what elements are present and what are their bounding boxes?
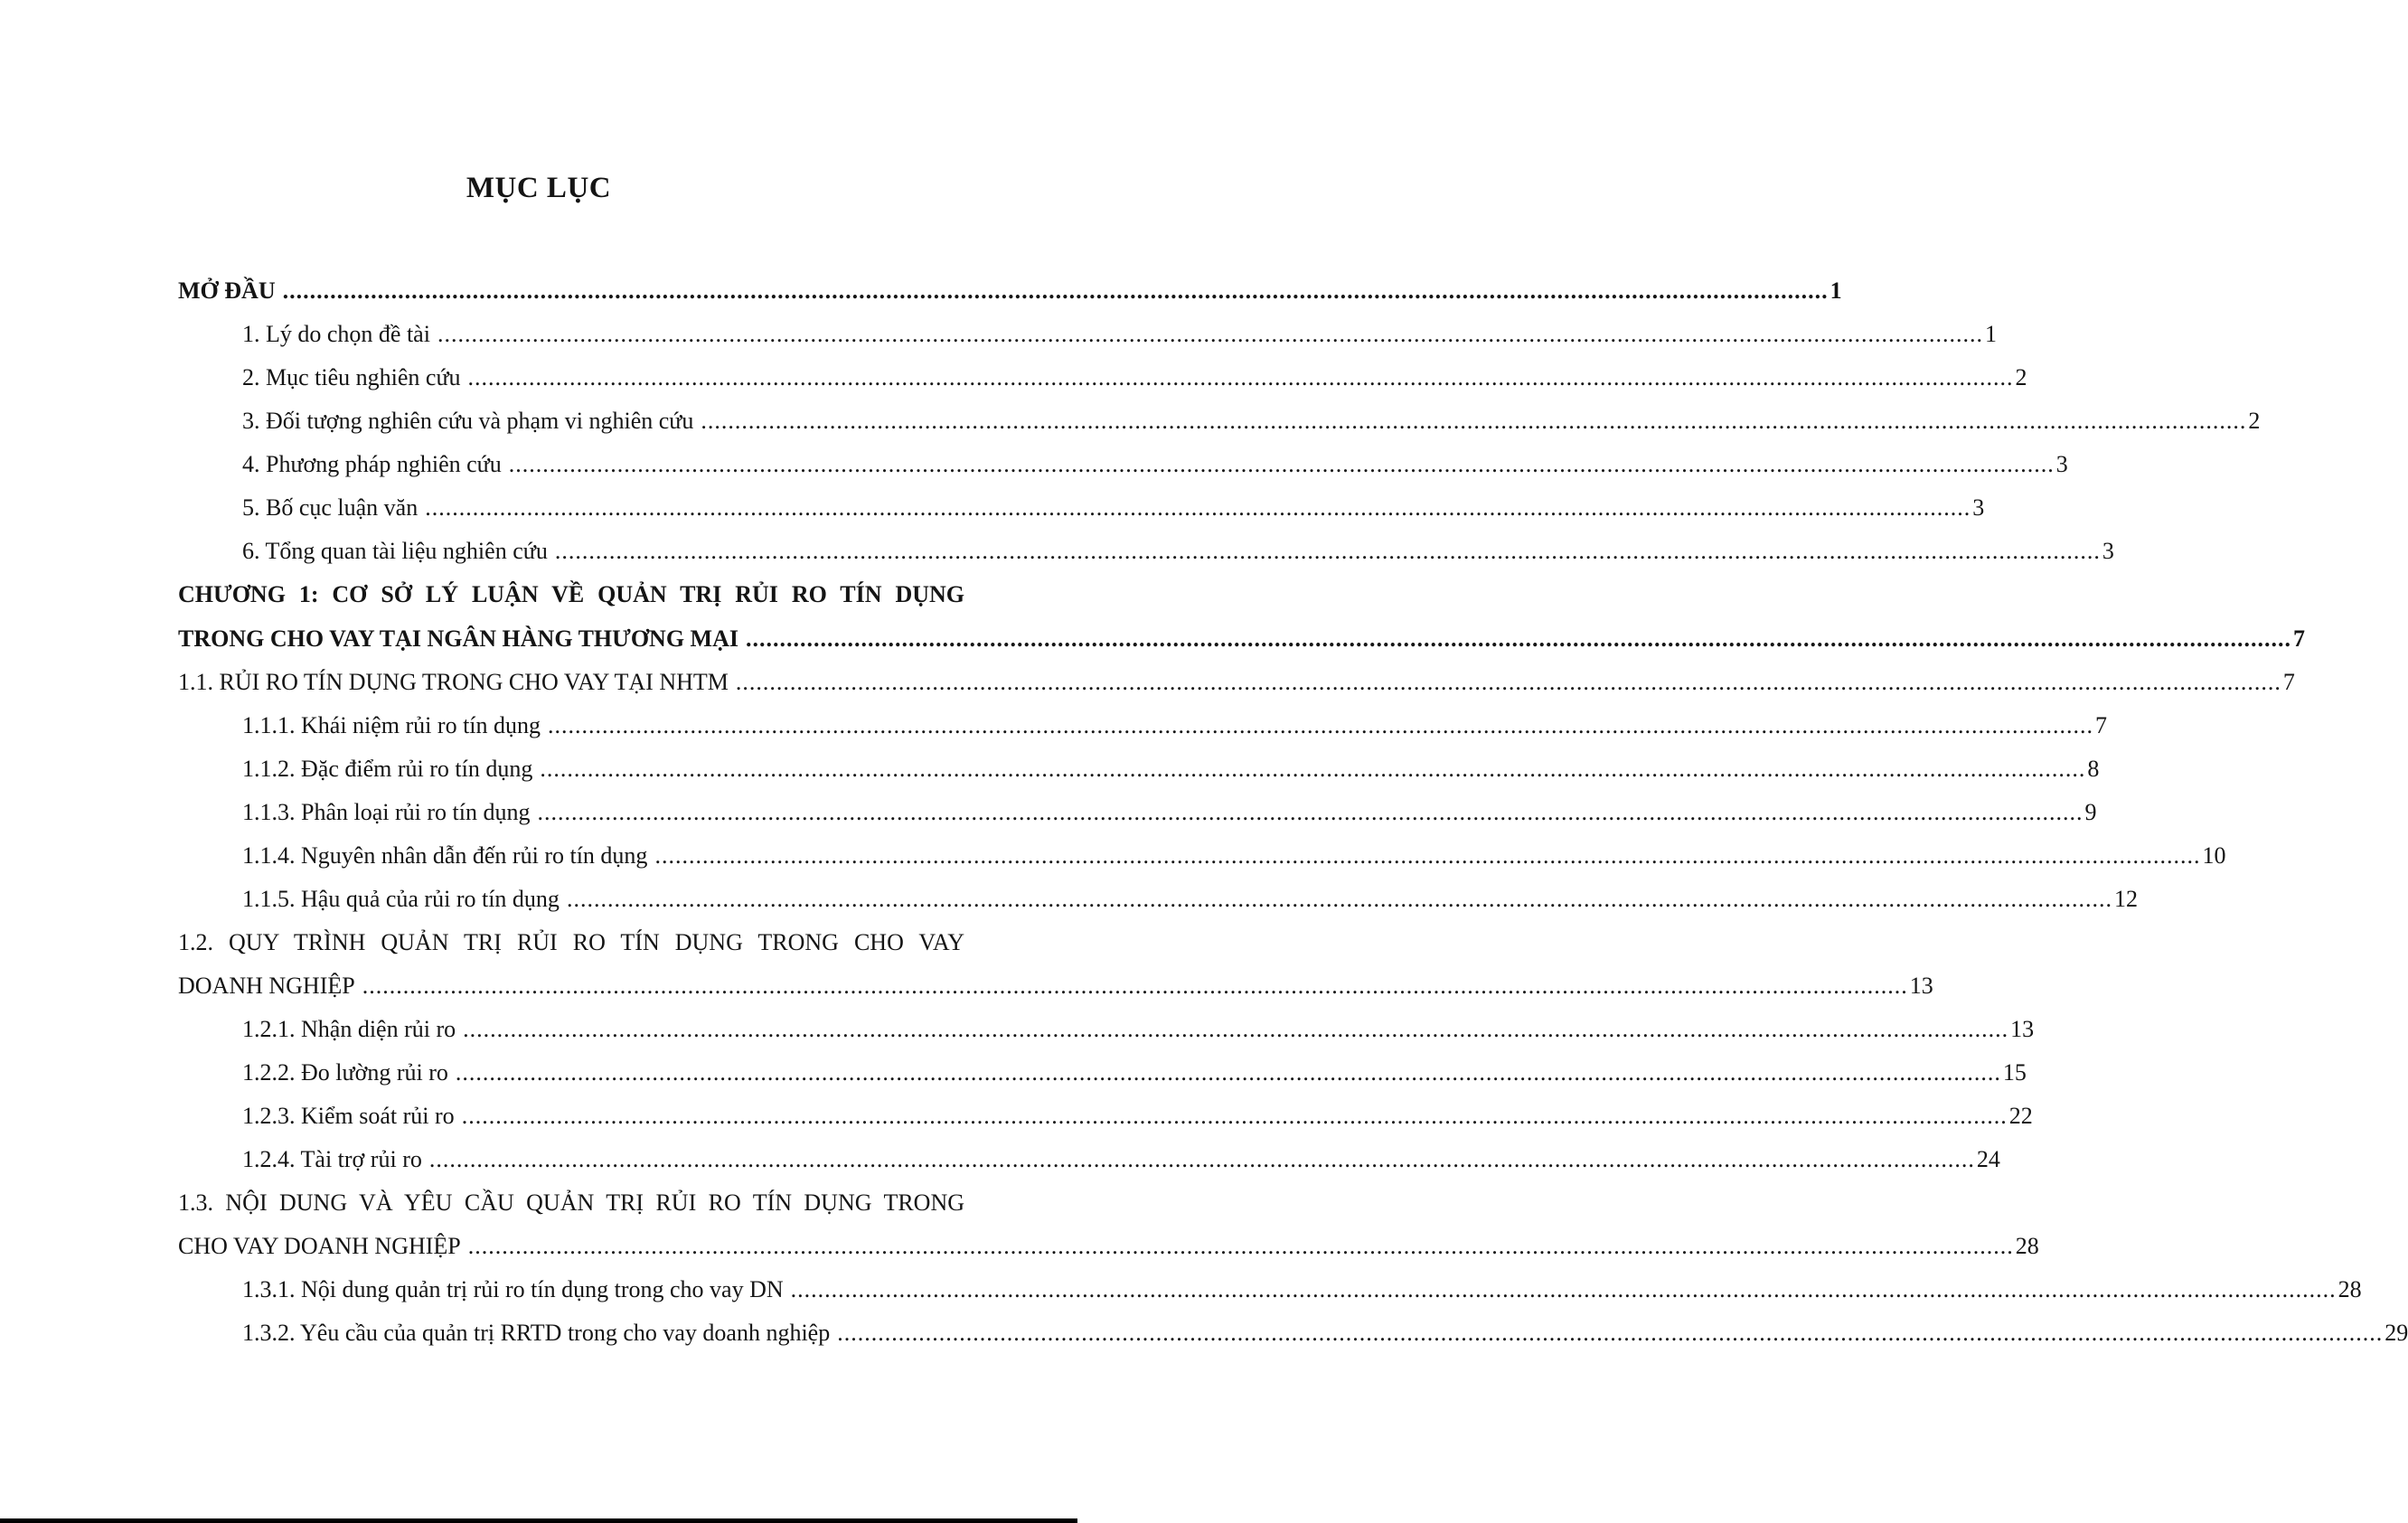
toc-page-number: 24 bbox=[1976, 1146, 2000, 1172]
dot-leader: .................................................................................................................................................................................................................................... bbox=[282, 277, 1829, 304]
toc-page-number: 22 bbox=[2008, 1103, 2033, 1129]
toc-entry[interactable] bbox=[242, 364, 2027, 391]
toc-page-number: 13 bbox=[2010, 1016, 2035, 1042]
toc-entry-label: 1.1.4. Nguyên nhân dẫn đến rủi ro tín dụng bbox=[242, 842, 648, 869]
toc-entry[interactable] bbox=[242, 886, 2138, 913]
dot-leader: .................................................................................................................................................................................................................................... bbox=[461, 1103, 2008, 1129]
toc-entry-label: 2. Mục tiêu nghiên cứu bbox=[242, 364, 461, 390]
toc-page-number: 3 bbox=[2055, 451, 2068, 477]
toc-entry[interactable] bbox=[242, 756, 2100, 783]
toc-page-number: 2 bbox=[2015, 364, 2027, 390]
toc-entry-label: MỞ ĐẦU bbox=[178, 277, 276, 304]
toc-entry-label: 1.3.2. Yêu cầu của quản trị RRTD trong cho vay doanh nghiệp bbox=[242, 1320, 831, 1346]
toc-entry-label: 1. Lý do chọn đề tài bbox=[242, 321, 430, 347]
dot-leader: .................................................................................................................................................................................................................................... bbox=[437, 321, 1983, 347]
toc-entry[interactable] bbox=[242, 842, 2226, 870]
toc-page-number: 9 bbox=[2084, 799, 2097, 825]
toc-page-number: 1 bbox=[1984, 321, 1997, 347]
dot-leader: .................................................................................................................................................................................................................................... bbox=[428, 1146, 1975, 1172]
toc-entry-label: TRONG CHO VAY TẠI NGÂN HÀNG THƯƠNG MẠI bbox=[178, 625, 738, 652]
toc-entry-label: 4. Phương pháp nghiên cứu bbox=[242, 451, 502, 477]
toc-entry-label: 1.1. RỦI RO TÍN DỤNG TRONG CHO VAY TẠI NHTM bbox=[178, 669, 729, 695]
toc-page-number: 10 bbox=[2202, 842, 2226, 869]
dot-leader: .................................................................................................................................................................................................................................... bbox=[654, 842, 2201, 869]
toc-entry-label: 1.1.1. Khái niệm rủi ro tín dụng bbox=[242, 712, 541, 738]
toc-page-number: 3 bbox=[1972, 494, 1985, 521]
toc-page-number: 15 bbox=[2002, 1059, 2027, 1086]
dot-leader: .................................................................................................................................................................................................................................... bbox=[455, 1059, 2001, 1086]
dot-leader: .................................................................................................................................................................................................................................... bbox=[746, 625, 2291, 652]
dot-leader: .................................................................................................................................................................................................................................... bbox=[508, 451, 2055, 477]
dot-leader: .................................................................................................................................................................................................................................... bbox=[467, 364, 2014, 390]
dot-leader: .................................................................................................................................................................................................................................... bbox=[425, 494, 1971, 521]
dot-leader: .................................................................................................................................................................................................................................... bbox=[362, 973, 1908, 999]
dot-leader: .................................................................................................................................................................................................................................... bbox=[537, 799, 2083, 825]
dot-leader: .................................................................................................................................................................................................................................... bbox=[540, 756, 2086, 782]
toc-entry-label: 1.2.4. Tài trợ rủi ro bbox=[242, 1146, 422, 1172]
toc-entry[interactable] bbox=[242, 1103, 2033, 1130]
toc-entry[interactable] bbox=[178, 669, 2295, 696]
toc-entry-label: 5. Bố cục luận văn bbox=[242, 494, 419, 521]
toc-entry-label: 6. Tổng quan tài liệu nghiên cứu bbox=[242, 538, 548, 564]
toc-page-number: 1 bbox=[1830, 277, 1842, 304]
toc-page-number: 7 bbox=[2282, 669, 2295, 695]
toc-entry[interactable] bbox=[178, 1233, 2039, 1260]
toc-entry-label: 1.1.3. Phân loại rủi ro tín dụng bbox=[242, 799, 531, 825]
dot-leader: .................................................................................................................................................................................................................................... bbox=[735, 669, 2281, 695]
toc-page-number: 8 bbox=[2087, 756, 2100, 782]
toc-page-number: 12 bbox=[2113, 886, 2138, 912]
toc-page-number: 7 bbox=[2293, 625, 2305, 652]
dot-leader: .................................................................................................................................................................................................................................... bbox=[554, 538, 2101, 564]
toc-entry[interactable] bbox=[242, 494, 1985, 522]
page-bottom-border bbox=[0, 1518, 1077, 1523]
toc-page-number: 29 bbox=[2384, 1320, 2408, 1346]
toc-entry[interactable] bbox=[242, 1320, 2408, 1347]
toc-entry-label: 1.1.2. Đặc điểm rủi ro tín dụng bbox=[242, 756, 533, 782]
toc-entry[interactable] bbox=[242, 1059, 2027, 1086]
toc-page-number: 2 bbox=[2248, 408, 2261, 434]
toc-page-number: 3 bbox=[2102, 538, 2114, 564]
dot-leader: .................................................................................................................................................................................................................................... bbox=[463, 1016, 2009, 1042]
toc-entry[interactable] bbox=[242, 1016, 2035, 1043]
toc-entry[interactable] bbox=[242, 799, 2097, 826]
toc-page-number: 28 bbox=[2337, 1276, 2362, 1302]
toc-entry[interactable] bbox=[178, 973, 1933, 1000]
toc-section-heading-line[interactable]: 1.2. QUY TRÌNH QUẢN TRỊ RỦI RO TÍN DỤNG TRONG CHO VAY bbox=[178, 929, 964, 955]
toc-entry[interactable] bbox=[242, 712, 2108, 739]
toc-entry[interactable] bbox=[178, 277, 1842, 305]
toc-entry[interactable] bbox=[242, 451, 2068, 478]
dot-leader: .................................................................................................................................................................................................................................... bbox=[790, 1276, 2337, 1302]
toc-entry-label: 1.2.1. Nhận diện rủi ro bbox=[242, 1016, 456, 1042]
dot-leader: .................................................................................................................................................................................................................................... bbox=[548, 712, 2094, 738]
toc-section-heading-line[interactable]: 1.3. NỘI DUNG VÀ YÊU CẦU QUẢN TRỊ RỦI RO TÍN DỤNG TRONG bbox=[178, 1189, 964, 1216]
toc-entry-label: CHO VAY DOANH NGHIỆP bbox=[178, 1233, 461, 1259]
toc-chapter-heading-line[interactable]: CHƯƠNG 1: CƠ SỞ LÝ LUẬN VỀ QUẢN TRỊ RỦI RO TÍN DỤNG bbox=[178, 581, 964, 607]
toc-entry-label: 1.1.5. Hậu quả của rủi ro tín dụng bbox=[242, 886, 560, 912]
toc-entry-label: 1.2.2. Đo lường rủi ro bbox=[242, 1059, 448, 1086]
dot-leader: .................................................................................................................................................................................................................................... bbox=[701, 408, 2247, 434]
toc-entry[interactable] bbox=[242, 1276, 2362, 1303]
toc-entry-label: 1.2.3. Kiểm soát rủi ro bbox=[242, 1103, 455, 1129]
toc-page-number: 28 bbox=[2015, 1233, 2039, 1259]
toc-entry[interactable] bbox=[178, 625, 2305, 653]
toc-entry-label: DOANH NGHIỆP bbox=[178, 973, 355, 999]
toc-page-number: 13 bbox=[1909, 973, 1933, 999]
page-title: MỤC LỤC bbox=[466, 172, 612, 204]
toc-page-number: 7 bbox=[2095, 712, 2108, 738]
toc-entry[interactable] bbox=[242, 538, 2114, 565]
toc-entry-label: 1.3.1. Nội dung quản trị rủi ro tín dụng trong cho vay DN bbox=[242, 1276, 784, 1302]
toc-entry[interactable] bbox=[242, 408, 2261, 435]
dot-leader: .................................................................................................................................................................................................................................... bbox=[566, 886, 2112, 912]
dot-leader: .................................................................................................................................................................................................................................... bbox=[837, 1320, 2384, 1346]
dot-leader: .................................................................................................................................................................................................................................... bbox=[467, 1233, 2014, 1259]
toc-entry[interactable] bbox=[242, 1146, 2000, 1173]
toc-entry-label: 3. Đối tượng nghiên cứu và phạm vi nghiên cứu bbox=[242, 408, 694, 434]
toc-entry[interactable] bbox=[242, 321, 1997, 348]
